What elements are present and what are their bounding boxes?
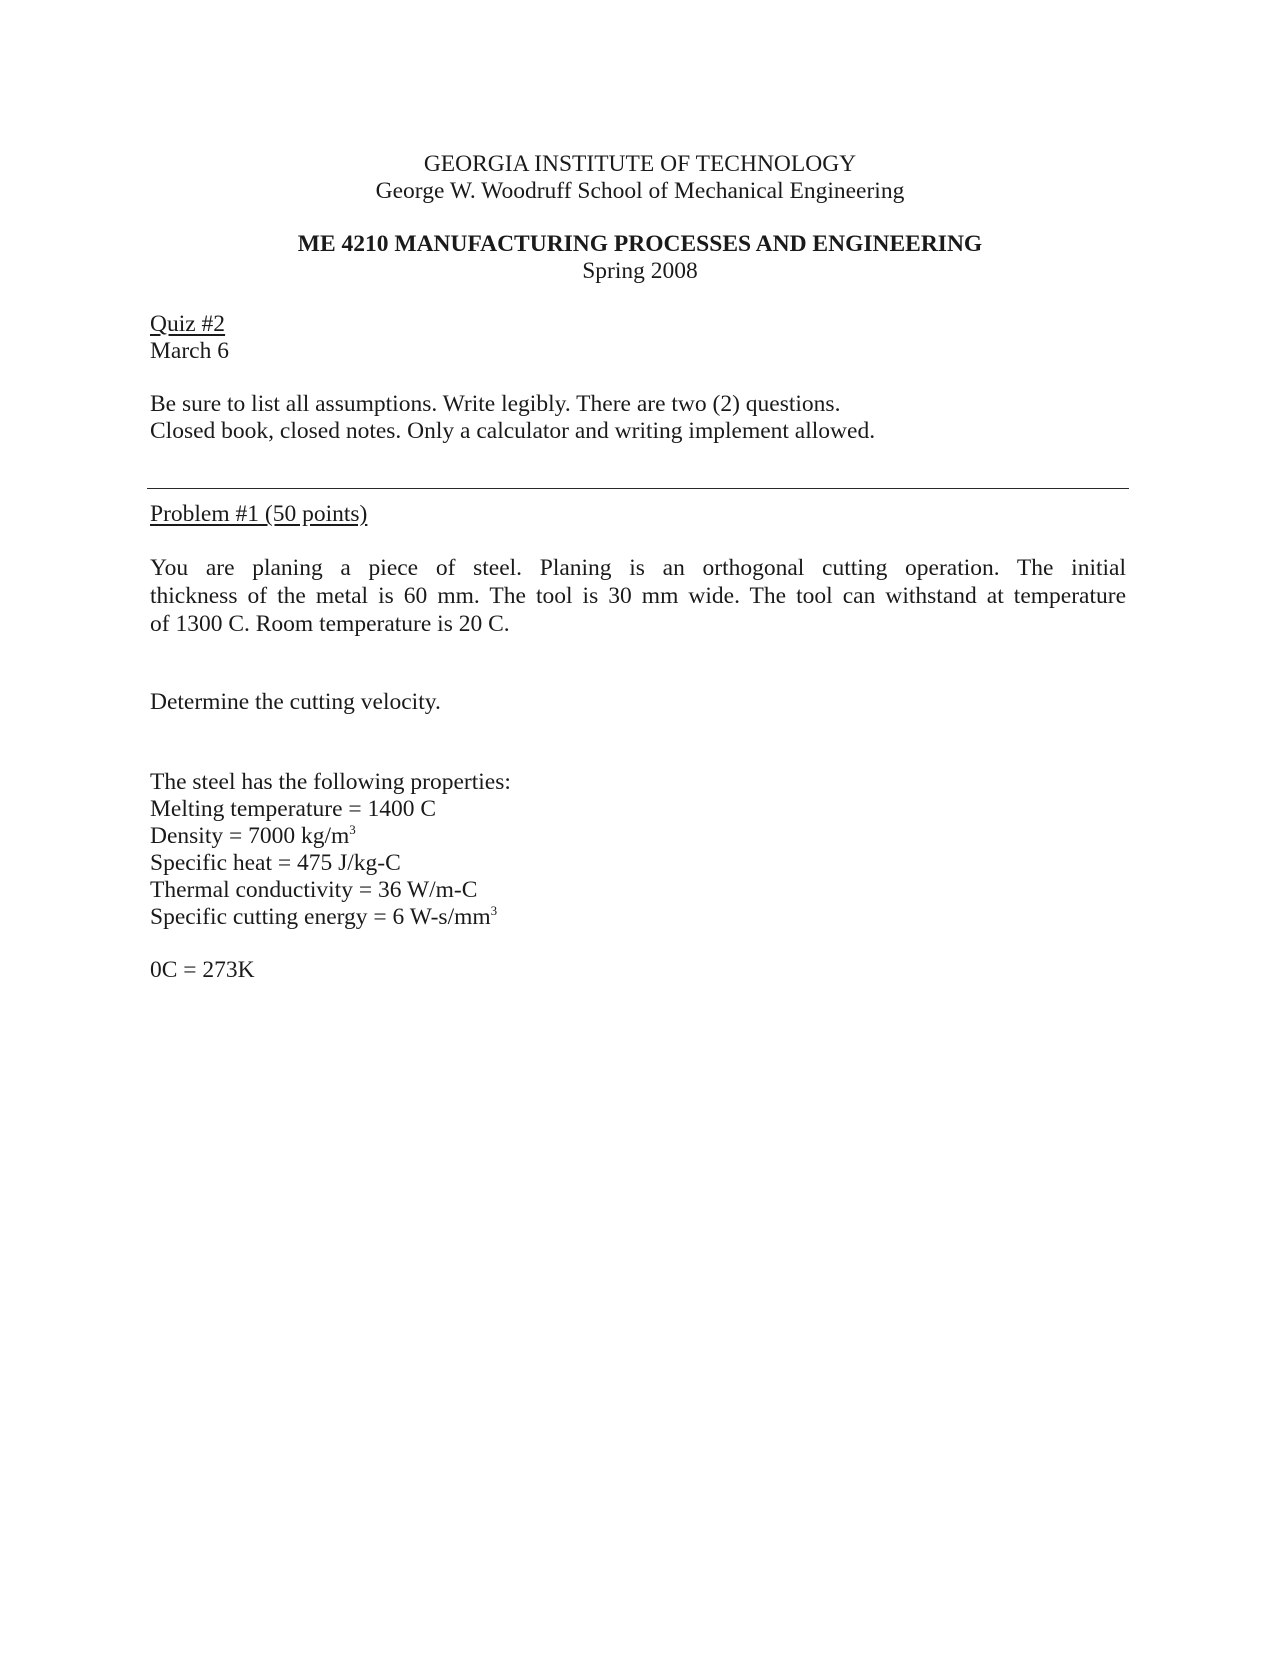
- property-density-exponent: 3: [349, 822, 356, 837]
- quiz-title-text: Quiz #2: [150, 311, 226, 337]
- course-title: ME 4210 MANUFACTURING PROCESSES AND ENGINEERING: [297, 231, 983, 257]
- problem-heading: [150, 500, 367, 528]
- quiz-title: [150, 310, 225, 338]
- property-cutting-energy-exponent: 3: [490, 903, 498, 918]
- property-density: [150, 822, 356, 850]
- temperature-conversion: 0C = 273K: [150, 957, 255, 983]
- problem-task: Determine the cutting velocity.: [150, 689, 441, 715]
- property-density-text: Density = 7000 kg/m: [150, 823, 350, 849]
- institution-name: GEORGIA INSTITUTE OF TECHNOLOGY: [423, 151, 857, 177]
- property-cutting-energy-text: Specific cutting energy = 6 W-s/mm: [150, 904, 491, 930]
- section-divider: [147, 488, 1129, 489]
- problem-statement-line: You are planing a piece of steel. Planing is an orthogonal cutting operation. The initial: [150, 555, 1126, 581]
- problem-statement-line: thickness of the metal is 60 mm. The tool is 30 mm wide. The tool can withstand at temperature: [150, 583, 1126, 609]
- quiz-date: March 6: [150, 338, 229, 364]
- term: Spring 2008: [582, 258, 698, 284]
- problem-statement: [150, 554, 1126, 638]
- property-specific-cutting-energy: [150, 903, 497, 931]
- instructions-line-2: Closed book, closed notes. Only a calculator and writing implement allowed.: [150, 418, 876, 444]
- problem-statement-line: of 1300 C. Room temperature is 20 C.: [150, 611, 510, 637]
- property-specific-heat: Specific heat = 475 J/kg-C: [150, 850, 401, 876]
- property-thermal-conductivity: Thermal conductivity = 36 W/m-C: [150, 877, 478, 903]
- property-melting-temperature: Melting temperature = 1400 C: [150, 796, 437, 822]
- instructions-line-1: Be sure to list all assumptions. Write legibly. There are two (2) questions.: [150, 391, 841, 417]
- properties-intro: The steel has the following properties:: [150, 769, 511, 795]
- school-name: George W. Woodruff School of Mechanical Engineering: [375, 178, 905, 204]
- problem-heading-text: Problem #1 (50 points): [150, 501, 368, 527]
